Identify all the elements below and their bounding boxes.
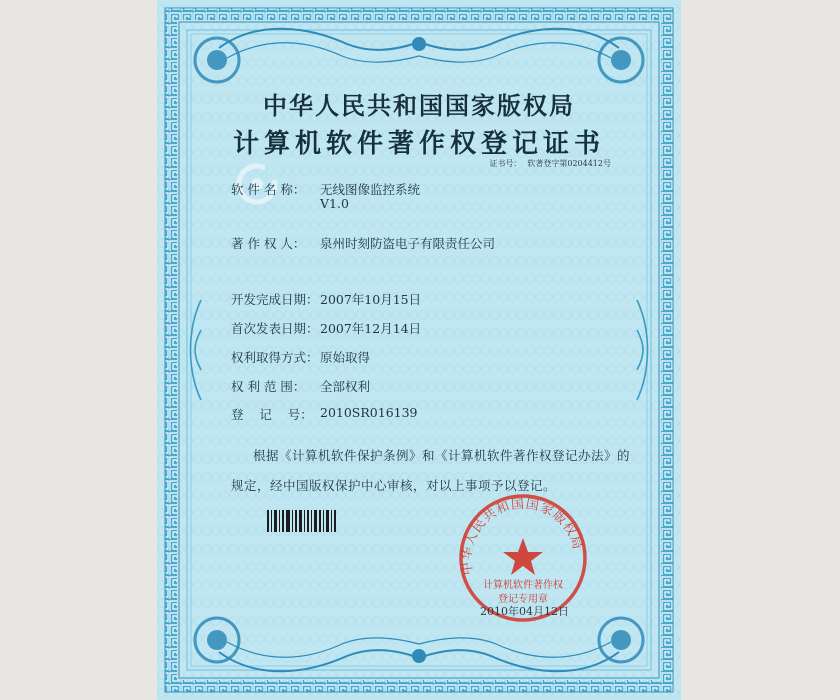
issuer-title: 中华人民共和国国家版权局 [263, 91, 575, 120]
dev-date-label: 开发完成日期： [231, 292, 319, 307]
software-name-value: 无线图像监控系统 [320, 182, 421, 197]
acquire-value: 原始取得 [320, 350, 371, 365]
certificate [157, 0, 681, 700]
seal-line-2: 登记专用章 [498, 594, 548, 605]
seal-arc-text: 中华人民共和国国家版权局 [459, 496, 586, 576]
certificate-title: 计算机软件著作权登记证书 [232, 129, 605, 159]
issue-date: 2010年04月12日 [480, 605, 569, 618]
certificate-number-label: 证书号： [489, 159, 522, 168]
statement-line-1: 根据《计算机软件保护条例》和《计算机软件著作权登记办法》的 [253, 448, 631, 463]
statement-line-2: 规定，经中国版权保护中心审核，对以上事项予以登记。 [231, 478, 557, 493]
scope-value: 全部权利 [320, 379, 371, 394]
certificate-number-value: 软著登字第0204412号 [527, 159, 611, 168]
reg-no-label: 登 记 号： [231, 407, 313, 422]
pub-date-label: 首次发表日期： [231, 321, 319, 336]
certificate-number [489, 158, 611, 169]
acquire-label: 权利取得方式： [231, 350, 319, 365]
seal-line-1: 计算机软件著作权 [483, 580, 563, 591]
scope-label: 权 利 范 围： [231, 379, 306, 394]
reg-no-value: 2010SR016139 [320, 405, 418, 420]
owner-value: 泉州时刻防盗电子有限责任公司 [320, 236, 496, 251]
pub-date-value: 2007年12月14日 [320, 321, 422, 336]
dev-date-value: 2007年10月15日 [320, 292, 422, 307]
software-name-label: 软 件 名 称： [231, 182, 306, 197]
software-version: V1.0 [320, 196, 349, 211]
owner-label: 著 作 权 人： [231, 236, 306, 251]
